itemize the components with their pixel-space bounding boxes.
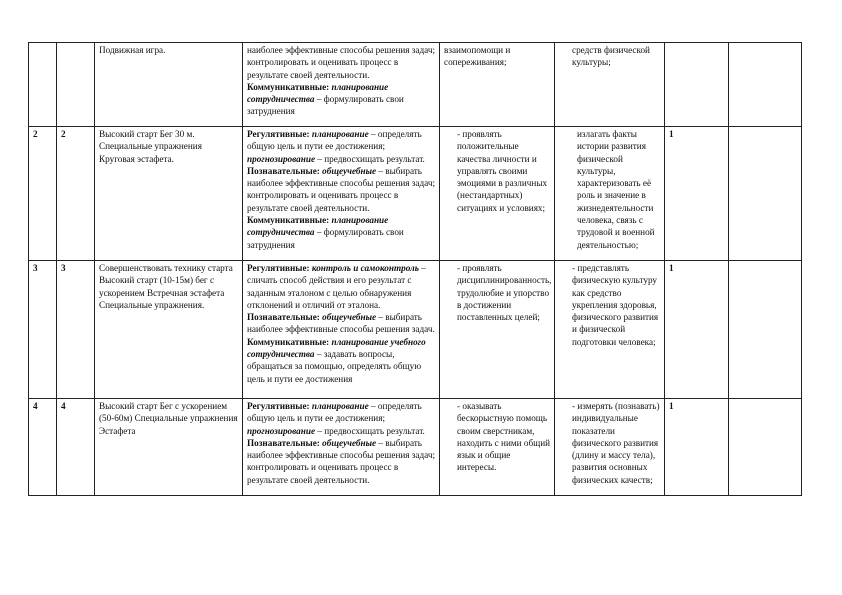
row-number-cell: 2	[29, 127, 57, 261]
uud-cell	[243, 399, 440, 496]
hours-cell: 1	[665, 399, 729, 496]
uud-forecast-term: прогнозирование	[247, 153, 316, 164]
uud-cognitive-text: наиболее эффективные способы решения задач; контролировать и оценивать процесс в результате своей деятельности.	[247, 45, 436, 80]
uud-regulatory-term: планирование	[311, 401, 369, 411]
hours-cell: 1	[665, 261, 729, 399]
personal-results-cell	[440, 127, 555, 261]
uud-communicative-label: Коммуникативные:	[247, 81, 330, 92]
personal-results-text: - проявлять дисциплинированность, трудолюбие и упорство в достижении поставленных целей;	[457, 263, 552, 323]
uud-regulatory-text: – сличать способ действия и его результат с заданным эталоном с целью обнаружения отклонений и отличий от эталона.	[247, 263, 426, 310]
uud-regulatory-label: Регулятивные:	[247, 263, 310, 273]
hours-cell: 1	[665, 127, 729, 261]
uud-cognitive-label: Познавательные:	[247, 312, 320, 323]
table-row	[29, 399, 802, 496]
uud-communicative-label: Коммуникативные:	[247, 336, 330, 347]
empty-cell	[729, 261, 802, 399]
lesson-number-cell: 2	[57, 127, 95, 261]
topic-cell: Высокий старт Бег с ускорением (50-60м) Специальные упражнения Эстафета	[95, 399, 243, 496]
uud-forecast-text: – предвосхищать результат.	[315, 425, 425, 436]
uud-cognitive-label: Познавательные:	[247, 437, 320, 448]
topic-cell: Высокий старт Бег 30 м. Специальные упражнения Круговая эстафета.	[95, 127, 243, 261]
uud-regulatory-label: Регулятивные:	[247, 401, 310, 411]
uud-communicative-text: – формулировать свои затруднения	[247, 94, 404, 117]
uud-regulatory-term: планирование	[311, 129, 369, 139]
hours-cell	[665, 43, 729, 127]
topic-cell: Совершенствовать технику старта Высокий старт (10-15м) бег с ускорением Встречная эстафета Специальные упражнения.	[95, 261, 243, 399]
uud-communicative-text: – задавать вопросы, обращаться за помощью, определять общую цель и пути ее достижения	[247, 349, 422, 384]
row-number-cell	[29, 43, 57, 127]
personal-results-cell: взаимопомощи и сопереживания;	[440, 43, 555, 127]
meta-results-text: средств физической культуры;	[572, 45, 650, 68]
uud-communicative-label: Коммуникативные:	[247, 215, 330, 226]
uud-regulatory-text: – определять общую цель и пути ее достижения;	[247, 401, 422, 424]
uud-regulatory-label: Регулятивные:	[247, 129, 310, 139]
meta-results-text: - представлять физическую культуру как средство укрепления здоровья, физического развития и физической подготовки человека;	[572, 263, 659, 347]
uud-regulatory-term: контроль и самоконтроль	[311, 263, 419, 273]
uud-cognitive-term: общеучебные	[322, 437, 377, 448]
meta-results-cell	[555, 399, 665, 496]
meta-results-cell	[555, 261, 665, 399]
empty-cell	[729, 127, 802, 261]
uud-communicative-text: – формулировать свои затруднения	[247, 227, 404, 250]
uud-cognitive-text: – выбирать наиболее эффективные способы решения задач.	[247, 312, 435, 335]
row-number-cell: 4	[29, 399, 57, 496]
table-row	[29, 43, 802, 127]
personal-results-cell	[440, 261, 555, 399]
lesson-number-cell: 4	[57, 399, 95, 496]
uud-cell	[243, 261, 440, 399]
uud-forecast-text: – предвосхищать результат.	[315, 153, 425, 164]
row-number-cell: 3	[29, 261, 57, 399]
lesson-plan-table	[28, 42, 802, 496]
lesson-number-cell	[57, 43, 95, 127]
personal-results-text: - проявлять положительные качества личности и управлять своими эмоциями в различных (нестандартных) ситуациях и условиях;	[457, 129, 548, 213]
meta-results-text: - измерять (познавать) индивидуальные показатели физического развития (длину и массу тела), развития основных физических качеств;	[572, 401, 660, 485]
uud-communicative-term: планирование сотрудничества	[247, 81, 389, 105]
uud-cognitive-term: общеучебные	[322, 312, 377, 323]
uud-cell	[243, 43, 440, 127]
uud-regulatory-text: – определять общую цель и пути ее достижения;	[247, 129, 422, 152]
topic-cell: Подвижная игра.	[95, 43, 243, 127]
uud-cognitive-text: – выбирать наиболее эффективные способы решения задач; контролировать и оценивать процесс в результате своей деятельности.	[247, 437, 436, 485]
uud-cognitive-label: Познавательные:	[247, 165, 320, 176]
uud-communicative-term: планирование учебного сотрудничества	[247, 336, 426, 360]
meta-results-cell	[555, 43, 665, 127]
empty-cell	[729, 43, 802, 127]
table-row	[29, 127, 802, 261]
empty-cell	[729, 399, 802, 496]
uud-communicative-term: планирование сотрудничества	[247, 215, 389, 238]
personal-results-text: - оказывать бескорыстную помощь своим сверстникам, находить с ними общий язык и общие интересы.	[457, 401, 551, 473]
uud-cell	[243, 127, 440, 261]
uud-cognitive-text: – выбирать наиболее эффективные способы решения задач; контролировать и оценивать процесс в результате своей деятельности.	[247, 165, 436, 213]
uud-forecast-term: прогнозирование	[247, 425, 316, 436]
personal-results-cell	[440, 399, 555, 496]
uud-cognitive-term: общеучебные	[322, 165, 377, 176]
meta-results-cell	[555, 127, 665, 261]
meta-results-text: излагать факты истории развития физической культуры, характеризовать её роль и значение в жизнедеятельности человека, связь с трудовой и военной деятельностью;	[577, 129, 655, 250]
lesson-number-cell: 3	[57, 261, 95, 399]
table-row	[29, 261, 802, 399]
